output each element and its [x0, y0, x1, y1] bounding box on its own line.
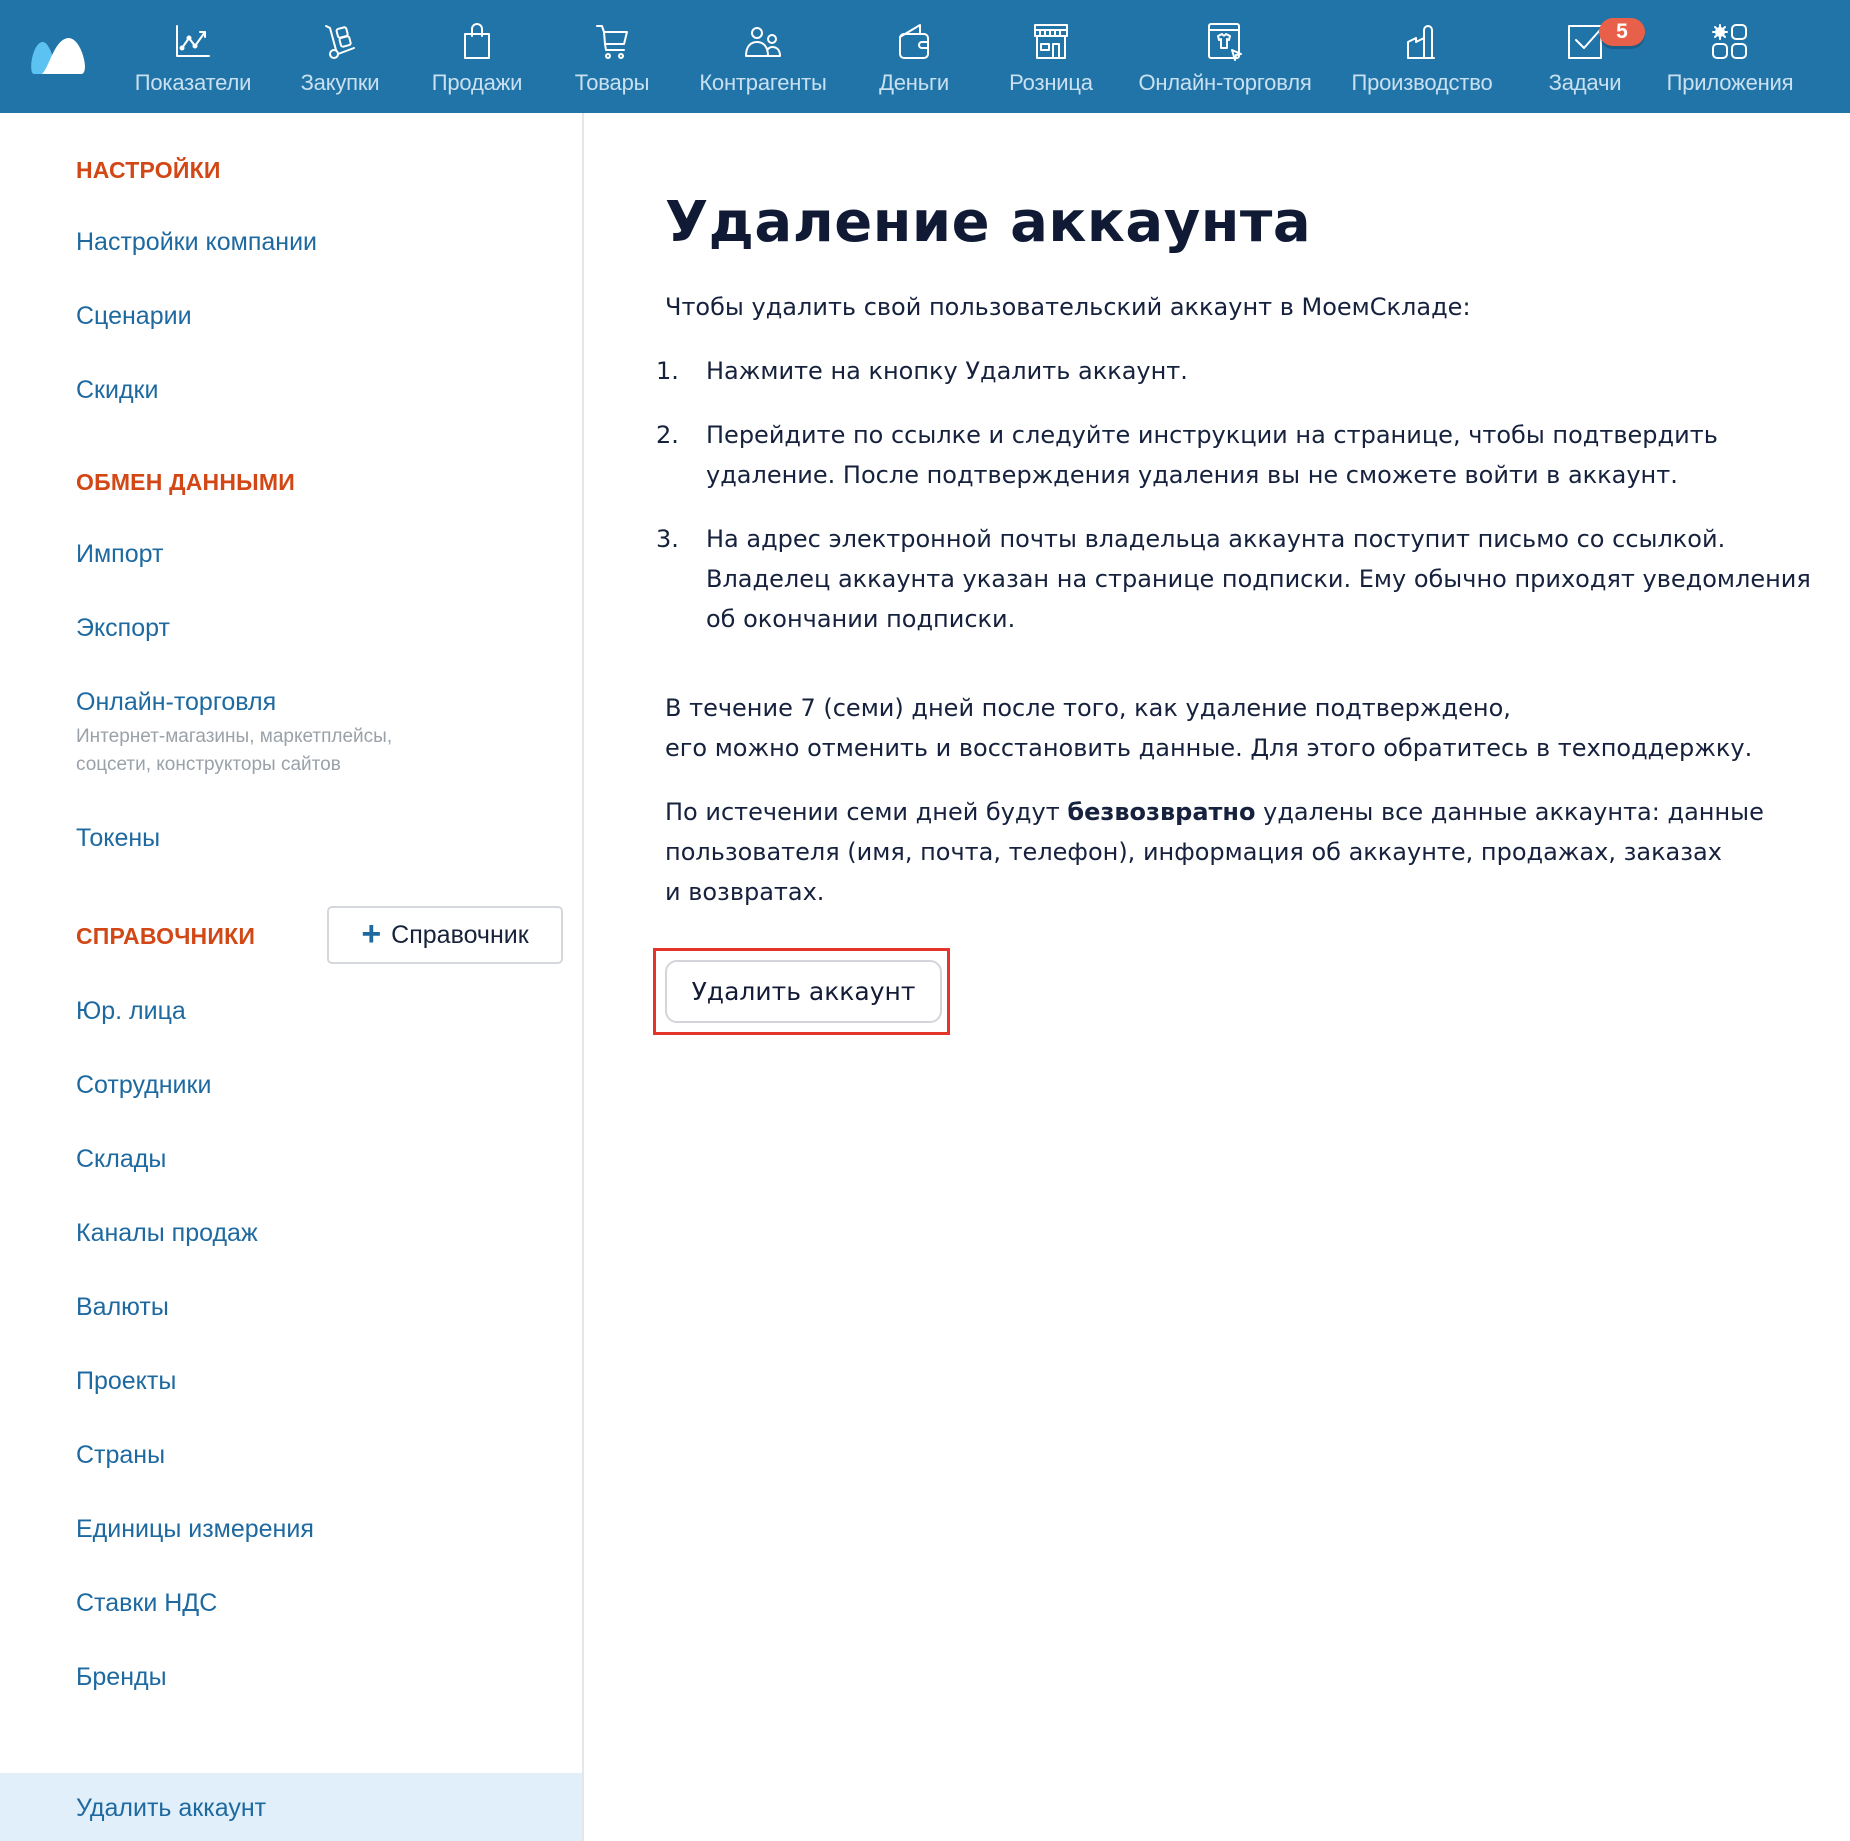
step-text: удаление. После подтверждения удаления вы не сможете войти в аккаунт.: [706, 461, 1678, 489]
sidebar-item-currencies[interactable]: Валюты: [76, 1293, 169, 1321]
sidebar-item-delete-account[interactable]: [0, 1773, 582, 1841]
sidebar-item-scenarios[interactable]: Сценарии: [76, 302, 192, 330]
nav-label: Задачи: [1548, 70, 1622, 95]
sidebar-item-vat-rates[interactable]: Ставки НДС: [76, 1589, 218, 1617]
sidebar-item-company-settings[interactable]: Настройки компании: [76, 228, 318, 256]
sidebar-item-countries[interactable]: Страны: [76, 1441, 166, 1469]
sidebar-item-export[interactable]: Экспорт: [76, 614, 170, 642]
step-text: Владелец аккаунта указан на странице подписки. Ему обычно приходят уведомления: [706, 565, 1811, 593]
warning-emphasis: безвозвратно: [1067, 798, 1256, 826]
nav-proizvodstvo[interactable]: [1344, 0, 1500, 113]
warning-line: [665, 792, 1764, 832]
settings-sidebar: [0, 113, 584, 1841]
section-heading-settings: НАСТРОЙКИ: [76, 157, 221, 183]
nav-label: Товары: [574, 70, 650, 95]
apps-grid-icon: [1708, 20, 1752, 64]
nav-tovary[interactable]: [560, 0, 664, 113]
chart-line-icon: [171, 20, 215, 64]
users-icon: [741, 20, 785, 64]
nav-label: Онлайн-торговля: [1138, 70, 1312, 95]
step-number: 1.: [656, 357, 679, 385]
task-check-icon: [1563, 20, 1628, 64]
add-directory-label: Справочник: [391, 920, 529, 949]
restore-note-line: В течение 7 (семи) дней после того, как удаление подтверждено,: [665, 694, 1511, 722]
delete-account-button[interactable]: Удалить аккаунт: [665, 960, 942, 1023]
section-heading-directories: СПРАВОЧНИКИ: [76, 923, 256, 949]
step-text: об окончании подписки.: [706, 605, 1016, 633]
sidebar-item-legal-entities[interactable]: Юр. лица: [76, 997, 186, 1025]
nav-pokazateli[interactable]: [128, 0, 258, 113]
description-line: соцсети, конструкторы сайтов: [76, 754, 341, 775]
sidebar-item-warehouses[interactable]: Склады: [76, 1145, 167, 1173]
step-text: Нажмите на кнопку Удалить аккаунт.: [706, 357, 1188, 385]
tasks-count-badge: 5: [1599, 18, 1645, 46]
warning-line: и возвратах.: [665, 878, 825, 906]
sidebar-item-label: Удалить аккаунт: [76, 1794, 267, 1822]
step-number: 3.: [656, 525, 679, 553]
warning-line: пользователя (имя, почта, телефон), информация об аккаунте, продажах, заказах: [665, 838, 1722, 866]
shopping-cart-icon: [590, 20, 634, 64]
warning-text: По истечении семи дней будут: [665, 798, 1068, 826]
nav-zakupki[interactable]: [282, 0, 398, 113]
nav-label: Контрагенты: [699, 70, 827, 95]
shopping-bag-icon: [455, 20, 499, 64]
description-line: Интернет-магазины, маркетплейсы,: [76, 726, 393, 747]
moysklad-logo[interactable]: [30, 36, 88, 76]
sidebar-item-import[interactable]: Импорт: [76, 540, 164, 568]
wallet-icon: [892, 20, 936, 64]
sidebar-item-units[interactable]: Единицы измерения: [76, 1515, 314, 1543]
sidebar-item-sales-channels[interactable]: Каналы продаж: [76, 1219, 258, 1247]
top-navigation-bar: [0, 0, 1850, 113]
nav-prodazhi[interactable]: [418, 0, 536, 113]
sidebar-item-online-trade[interactable]: Онлайн-торговля: [76, 688, 277, 716]
sidebar-item-tokens[interactable]: Токены: [76, 824, 161, 852]
online-store-icon: [1203, 20, 1247, 64]
nav-label: Приложения: [1666, 70, 1794, 95]
sidebar-item-projects[interactable]: Проекты: [76, 1367, 177, 1395]
nav-online-torgovlya[interactable]: [1132, 0, 1318, 113]
intro-text: Чтобы удалить свой пользовательский аккаунт в МоемСкладе:: [665, 293, 1471, 321]
factory-icon: [1400, 20, 1444, 64]
nav-kontragenty[interactable]: [690, 0, 836, 113]
nav-label: Показатели: [134, 70, 252, 95]
hand-truck-icon: [318, 20, 362, 64]
nav-label: Деньги: [879, 70, 949, 95]
nav-label: Продажи: [431, 70, 523, 95]
add-directory-button[interactable]: [327, 906, 563, 964]
storefront-icon: [1029, 20, 1073, 64]
restore-note-line: его можно отменить и восстановить данные. Для этого обратитесь в техподдержку.: [665, 734, 1753, 762]
main-content: [586, 113, 1850, 1841]
sidebar-item-discounts[interactable]: Скидки: [76, 376, 159, 404]
step-number: 2.: [656, 421, 679, 449]
online-trade-description: [76, 723, 496, 779]
nav-prilozheniya[interactable]: [1660, 0, 1800, 113]
page-title: Удаление аккаунта: [665, 190, 1312, 255]
nav-label: Производство: [1351, 70, 1493, 95]
step-text: На адрес электронной почты владельца аккаунта поступит письмо со ссылкой.: [706, 525, 1726, 553]
plus-icon: +: [361, 914, 382, 953]
sidebar-item-employees[interactable]: Сотрудники: [76, 1071, 212, 1099]
nav-zadachi[interactable]: [1538, 0, 1632, 113]
nav-label: Закупки: [300, 70, 380, 95]
nav-label: Розница: [1009, 70, 1093, 95]
warning-text: удалены все данные аккаунта: данные: [1255, 798, 1764, 826]
section-heading-data-exchange: ОБМЕН ДАННЫМИ: [76, 469, 295, 495]
nav-dengi[interactable]: [862, 0, 966, 113]
step-text: Перейдите по ссылке и следуйте инструкции на странице, чтобы подтвердить: [706, 421, 1718, 449]
nav-roznica[interactable]: [996, 0, 1106, 113]
sidebar-item-brands[interactable]: Бренды: [76, 1663, 167, 1691]
